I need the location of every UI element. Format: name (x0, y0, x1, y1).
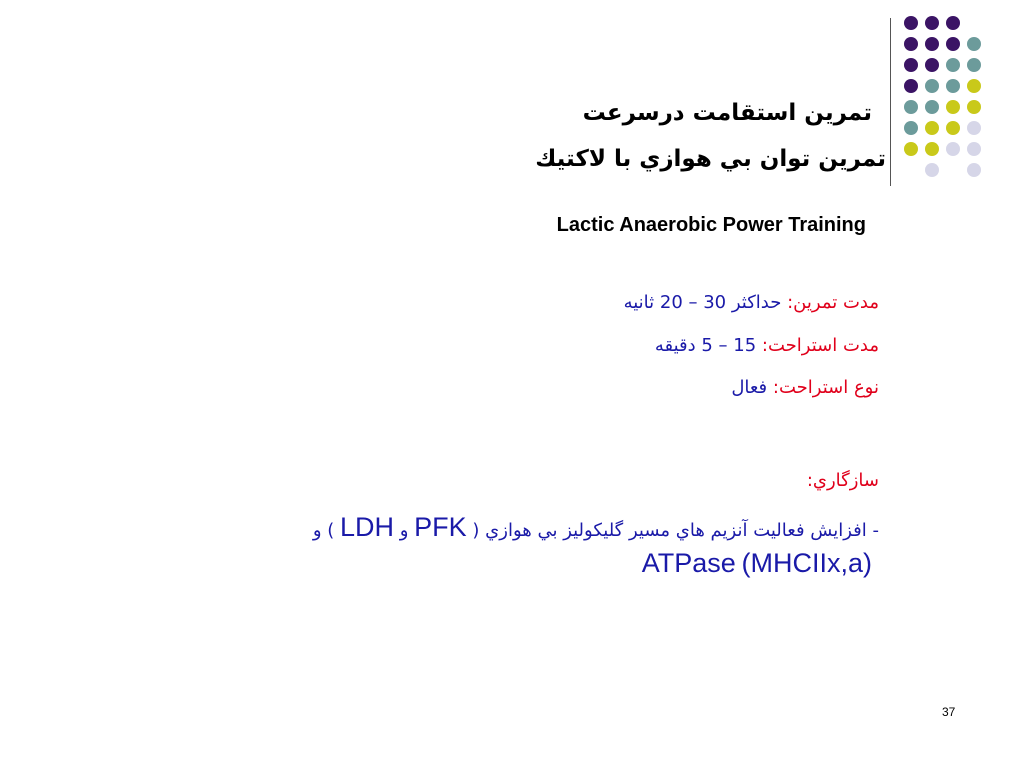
slide-title-line-1: تمرين استقامت درسرعت (582, 100, 872, 126)
adaptation-tail: ) و (312, 520, 335, 541)
decorative-dot (967, 37, 981, 51)
slide-subtitle: Lactic Anaerobic Power Training (556, 214, 866, 236)
decorative-dot (967, 58, 981, 72)
decorative-dot (904, 79, 918, 93)
decorative-dot (946, 142, 960, 156)
atpase-text: ATPase (641, 548, 736, 578)
adaptation-prefix: - افزايش فعاليت آنزيم هاي مسير گليكوليز بي هوازي ( (472, 520, 879, 541)
decorative-dot (946, 100, 960, 114)
decorative-dot (967, 142, 981, 156)
rest-type-row (731, 377, 879, 398)
decorative-dot (925, 100, 939, 114)
decorative-dot (925, 37, 939, 51)
decorative-dot (904, 121, 918, 135)
adaptation-label: سازگاري: (806, 470, 879, 491)
decorative-dot (946, 121, 960, 135)
decorative-dot (946, 37, 960, 51)
decorative-dot (967, 163, 981, 177)
title-divider-line (890, 18, 891, 186)
adaptation-line-2 (642, 548, 872, 579)
decorative-dot (904, 100, 918, 114)
decorative-dot (946, 16, 960, 30)
decorative-dot (925, 58, 939, 72)
rest-duration-row (655, 335, 879, 356)
decorative-dot (925, 121, 939, 135)
decorative-dot (946, 58, 960, 72)
decorative-dot (904, 142, 918, 156)
rest-type-value: فعال (731, 377, 768, 398)
rest-duration-label: مدت استراحت: (761, 335, 879, 356)
slide-title-line-2: تمرين توان بي هوازي با لاكتيك (535, 146, 886, 172)
decorative-dot (904, 37, 918, 51)
decorative-dot (967, 121, 981, 135)
conjunction-va: و (399, 520, 409, 541)
duration-label: مدت تمرين: (787, 292, 879, 313)
decorative-dot (925, 79, 939, 93)
duration-row (624, 292, 879, 313)
atpase-isoform-paren: (MHCIIx,a) (741, 548, 872, 578)
page-number: 37 (942, 705, 956, 719)
enzyme-pfk: PFK (414, 512, 467, 542)
decorative-dot (946, 79, 960, 93)
adaptation-heading-row (807, 470, 879, 491)
decorative-dot (925, 142, 939, 156)
adaptation-line-1 (313, 512, 879, 543)
decorative-dot (904, 16, 918, 30)
duration-value: حداكثر 30 – 20 ثانيه (623, 292, 782, 313)
decorative-dot (925, 16, 939, 30)
enzyme-ldh: LDH (339, 512, 394, 542)
decorative-dot (967, 79, 981, 93)
decorative-dot (925, 163, 939, 177)
decorative-dot (904, 58, 918, 72)
decorative-dot (967, 100, 981, 114)
rest-duration-value: 15 – 5 دقيقه (654, 335, 757, 356)
rest-type-label: نوع استراحت: (772, 377, 879, 398)
decorative-dot-grid (0, 0, 1024, 170)
